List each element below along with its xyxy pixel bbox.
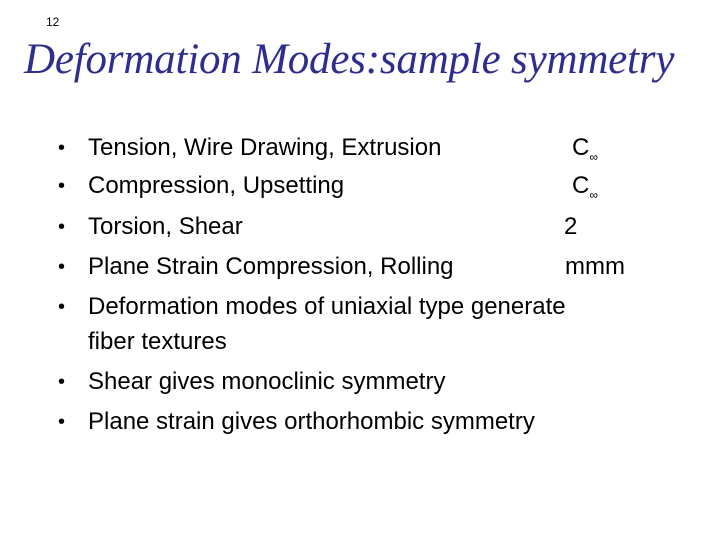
bullet-text: Torsion, Shear: [88, 213, 243, 240]
bullet-glyph: •: [58, 296, 66, 318]
bullet-text: Compression, Upsetting: [88, 172, 345, 199]
symmetry-subscript: ∞: [589, 150, 598, 164]
symmetry-letter: 2: [564, 213, 578, 240]
bullet-glyph: •: [58, 216, 66, 238]
slide-title: Deformation Modes:sample symmetry: [24, 36, 675, 83]
bullet-glyph: •: [58, 411, 66, 433]
bullet-continuation: fiber textures: [88, 328, 227, 355]
bullet-glyph: •: [58, 137, 66, 159]
slide-number: 12: [46, 15, 60, 29]
bullet-text: Shear gives monoclinic symmetry: [88, 368, 446, 395]
bullet-text: Tension, Wire Drawing, Extrusion: [88, 134, 442, 161]
bullet-text: Plane strain gives orthorhombic symmetry: [88, 408, 535, 435]
bullet-glyph: •: [58, 256, 66, 278]
symmetry-symbol: [564, 208, 577, 246]
symmetry-symbol: [565, 248, 625, 286]
bullet-glyph: •: [58, 371, 66, 393]
bullet-text: Plane Strain Compression, Rolling: [88, 253, 454, 280]
bullet-text: Deformation modes of uniaxial type generate: [88, 293, 566, 320]
symmetry-letter: C: [572, 134, 590, 161]
symmetry-letter: mmm: [565, 253, 625, 280]
symmetry-letter: C: [572, 172, 590, 199]
symmetry-symbol: [572, 167, 598, 214]
bullet-glyph: •: [58, 175, 66, 197]
symmetry-subscript: ∞: [589, 188, 598, 202]
